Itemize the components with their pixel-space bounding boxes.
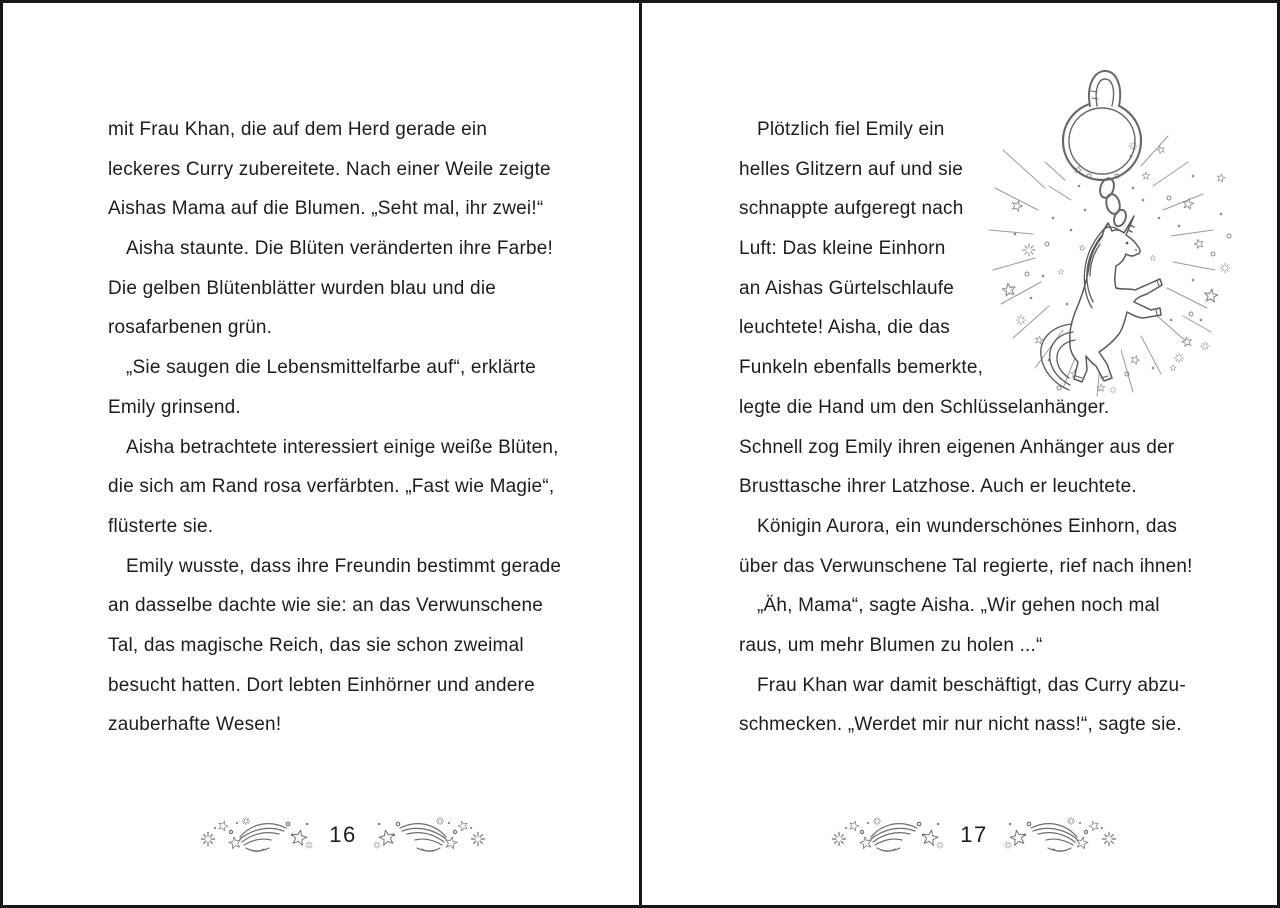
text-line: Aisha betrachtete interessiert einige weiße Blüten, [126, 436, 559, 458]
text-line: flüsterte sie. [108, 515, 214, 537]
text-line: Emily grinsend. [108, 396, 241, 418]
page-left [3, 3, 636, 905]
text-line: rosafarbenen grün. [108, 317, 273, 339]
text-line: legte die Hand um den Schlüsselanhänger. [739, 396, 1110, 418]
text-line: leckeres Curry zubereitete. Nach einer Weile zeigte [108, 158, 551, 180]
keychain-chain [1098, 176, 1128, 227]
text-line: Aisha staunte. Die Blüten veränderten ihre Farbe! [126, 238, 553, 260]
text-line: Plötzlich fiel Emily ein [757, 119, 945, 140]
text-line: Tal, das magische Reich, das sie schon zweimal [108, 634, 524, 656]
text-line: mit Frau Khan, die auf dem Herd gerade ein [108, 119, 488, 140]
sparkle-circles [1025, 174, 1231, 390]
text-line: helles Glitzern auf und sie [739, 158, 964, 180]
text-line: schmecken. „Werdet mir nur nicht nass!“, sagte sie. [739, 714, 1182, 736]
text-line: raus, um mehr Blumen zu holen ...“ [739, 634, 1043, 656]
sparkle-swoosh-ornament [370, 815, 486, 855]
text-line: leuchtete! Aisha, die das [739, 317, 950, 339]
sparkle-swoosh-ornament [1001, 815, 1117, 855]
page-number: 17 [960, 822, 988, 847]
left-page-footer [108, 813, 578, 857]
text-line: Schnell zog Emily ihren eigenen Anhänger aus der [739, 436, 1175, 458]
page-number: 16 [329, 822, 357, 847]
key-ring [1063, 71, 1141, 180]
text-line: Brusttasche ihrer Latzhose. Auch er leuchtete. [739, 476, 1137, 498]
text-line: Die gelben Blütenblätter wurden blau und die [108, 277, 497, 299]
sparkle-swoosh-ornament [200, 815, 316, 855]
left-text-block [108, 110, 578, 745]
text-line: zauberhafte Wesen! [108, 714, 282, 736]
text-line: über das Verwunschene Tal regierte, rief nach ihnen! [739, 555, 1193, 577]
text-line: Aishas Mama auf die Blumen. „Seht mal, ihr zwei!“ [108, 198, 544, 220]
text-line: Emily wusste, dass ihre Freundin bestimmt gerade [126, 555, 562, 577]
text-line: die sich am Rand rosa verfärbten. „Fast wie Magie“, [108, 476, 555, 498]
text-line: an dasselbe dachte wie sie: an das Verwunschene [108, 595, 544, 617]
text-line: Funkeln ebenfalls bemerkte, [739, 357, 984, 379]
text-line: Frau Khan war damit beschäftigt, das Curry abzu- [757, 674, 1186, 696]
text-line: Luft: Das kleine Einhorn [739, 238, 946, 260]
unicorn-figure [1041, 216, 1162, 390]
text-line: Königin Aurora, ein wunderschönes Einhorn, das [757, 515, 1178, 537]
page-right [642, 3, 1275, 905]
unicorn-keychain-illustration [983, 58, 1247, 398]
text-line: „Sie saugen die Lebensmittelfarbe auf“, erklärte [126, 357, 536, 379]
text-line: „Äh, Mama“, sagte Aisha. „Wir gehen noch mal [757, 595, 1160, 617]
right-page-footer [739, 813, 1209, 857]
sparkle-swoosh-ornament [831, 815, 947, 855]
text-line: an Aishas Gürtelschlaufe [739, 277, 954, 299]
text-line: besucht hatten. Dort lebten Einhörner und andere [108, 674, 535, 696]
text-line: schnappte aufgeregt nach [739, 198, 964, 220]
